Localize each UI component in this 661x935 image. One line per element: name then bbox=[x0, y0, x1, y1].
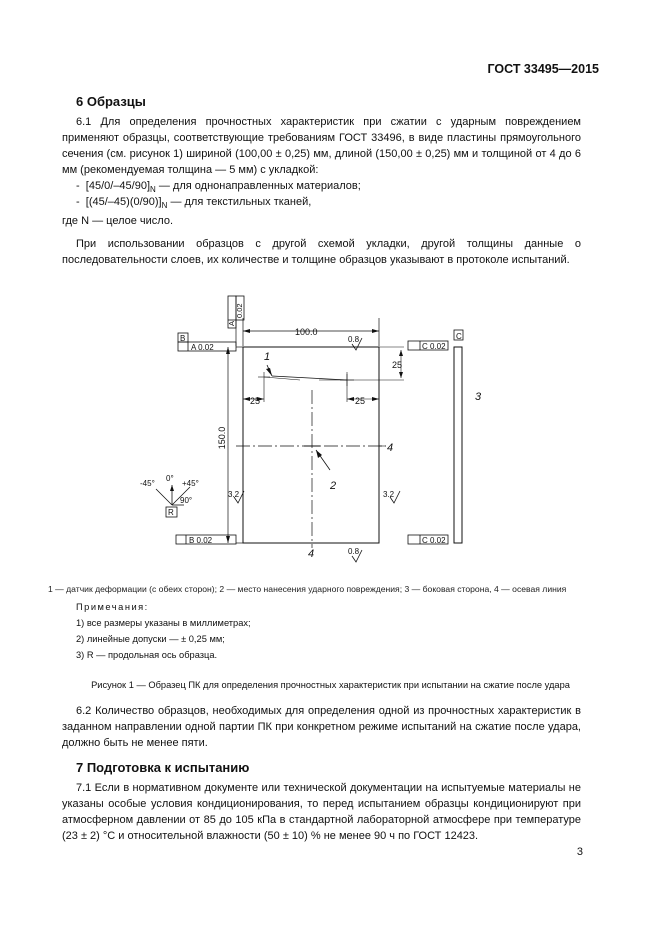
dim-offset-right: 25 bbox=[355, 396, 366, 406]
where-n: где N — целое число. bbox=[62, 215, 174, 227]
list-item-textile: - $[(45/-45)(0/90)]_N$ — для текстильных тканей, bbox=[76, 196, 312, 211]
note-3: 3) R — продольная ось образца. bbox=[76, 650, 218, 660]
tol-c-bottom: C 0.02 bbox=[422, 536, 446, 545]
tol-b-bottom: B 0.02 bbox=[189, 536, 213, 545]
datum-a-value: 0.02 bbox=[235, 303, 244, 318]
datum-c-letter: C bbox=[456, 332, 462, 341]
axis-r-label: R bbox=[168, 508, 174, 517]
callout-2: 2 bbox=[330, 480, 337, 492]
tol-b-top: A 0.02 bbox=[191, 343, 214, 352]
dim-offset-left: 25 bbox=[250, 396, 261, 406]
angle-90: 90° bbox=[180, 496, 193, 505]
section-6-title: 6 Образцы bbox=[76, 94, 146, 109]
dim-width-label: 100.0 bbox=[295, 327, 318, 337]
callout-1: 1 bbox=[264, 351, 271, 363]
callout-4-right: 4 bbox=[387, 442, 394, 454]
note-2: 2) линейные допуски — ± 0,25 мм; bbox=[76, 634, 225, 644]
angle-plus45: +45° bbox=[182, 479, 199, 488]
note-1: 1) все размеры указаны в миллиметрах; bbox=[76, 618, 251, 628]
dim-length-label: 150.0 bbox=[217, 426, 227, 450]
page-number: 3 bbox=[576, 846, 583, 858]
roughness-bottom: 0.8 bbox=[348, 547, 360, 556]
callout-3: 3 bbox=[475, 391, 482, 403]
angle-minus45: -45° bbox=[140, 479, 155, 488]
datum-a-perp: A bbox=[227, 320, 236, 326]
specimen-plate bbox=[243, 347, 379, 543]
callout-4-bottom: 4 bbox=[308, 548, 315, 560]
paragraph-6-1: 6.1 Для определения прочностных характеристик при сжатии с ударным повреждением применяют образцы, соответствующие требованиям ГОСТ 33496, в виде пластины прямоугольного сечения (см. рисунок 1) шириной (100,00 ± 0,25) мм, длиной (150,00 ± 0,25) мм и толщиной от 4 до 6 мм (рекомендуемая толщина — 5 мм) с укладкой: bbox=[62, 116, 581, 176]
paragraph-6-1-other: При использовании образцов с другой схемой укладки, другой толщины данные о последовательности слоев, их количестве и толщине образцов указывают в протоколе испытаний. bbox=[62, 238, 581, 266]
paragraph-7-1: 7.1 Если в нормативном документе или технической документации на испытуемые материалы не указаны особые условия кондиционирования, то перед испытанием образцы кондиционируют при атмосферном давлении от 85 до 105 кПа в стандартной лабораторной атмосфере при температуре (23 ± 2) °С и относительной влажности (50 ± 10) % не менее 90 ч по ГОСТ 12423. bbox=[62, 782, 581, 842]
tol-c-top: C 0.02 bbox=[422, 342, 446, 351]
dim-offset-top: 25 bbox=[392, 360, 403, 370]
notes-title: Примечания: bbox=[76, 602, 149, 612]
roughness-right: 3.2 bbox=[383, 490, 395, 499]
document-code: ГОСТ 33495—2015 bbox=[487, 62, 599, 76]
section-7-title: 7 Подготовка к испытанию bbox=[76, 760, 250, 775]
figure-legend: 1 — датчик деформации (с обеих сторон); 2 — место нанесения ударного повреждения; 3 — боковая сторона, 4 — осевая линия bbox=[48, 584, 567, 594]
paragraph-6-2: 6.2 Количество образцов, необходимых для определения одной из прочностных характеристик в заданном направлении одной партии ПК при конкретном режиме испытаний на сжатие после удара, должно быть не менее пяти. bbox=[62, 705, 581, 749]
roughness-left: 3.2 bbox=[228, 490, 240, 499]
figure-title: Рисунок 1 — Образец ПК для определения прочностных характеристик при испытании на сжатие после удара bbox=[91, 680, 570, 690]
specimen-side-view bbox=[454, 347, 462, 543]
angle-0: 0° bbox=[166, 474, 174, 483]
list-item-unidirectional: - $[45/0/-45/90]_N$ — для однонаправленных материалов; bbox=[76, 180, 361, 195]
datum-b-letter: B bbox=[180, 334, 186, 343]
roughness-top: 0.8 bbox=[348, 335, 360, 344]
